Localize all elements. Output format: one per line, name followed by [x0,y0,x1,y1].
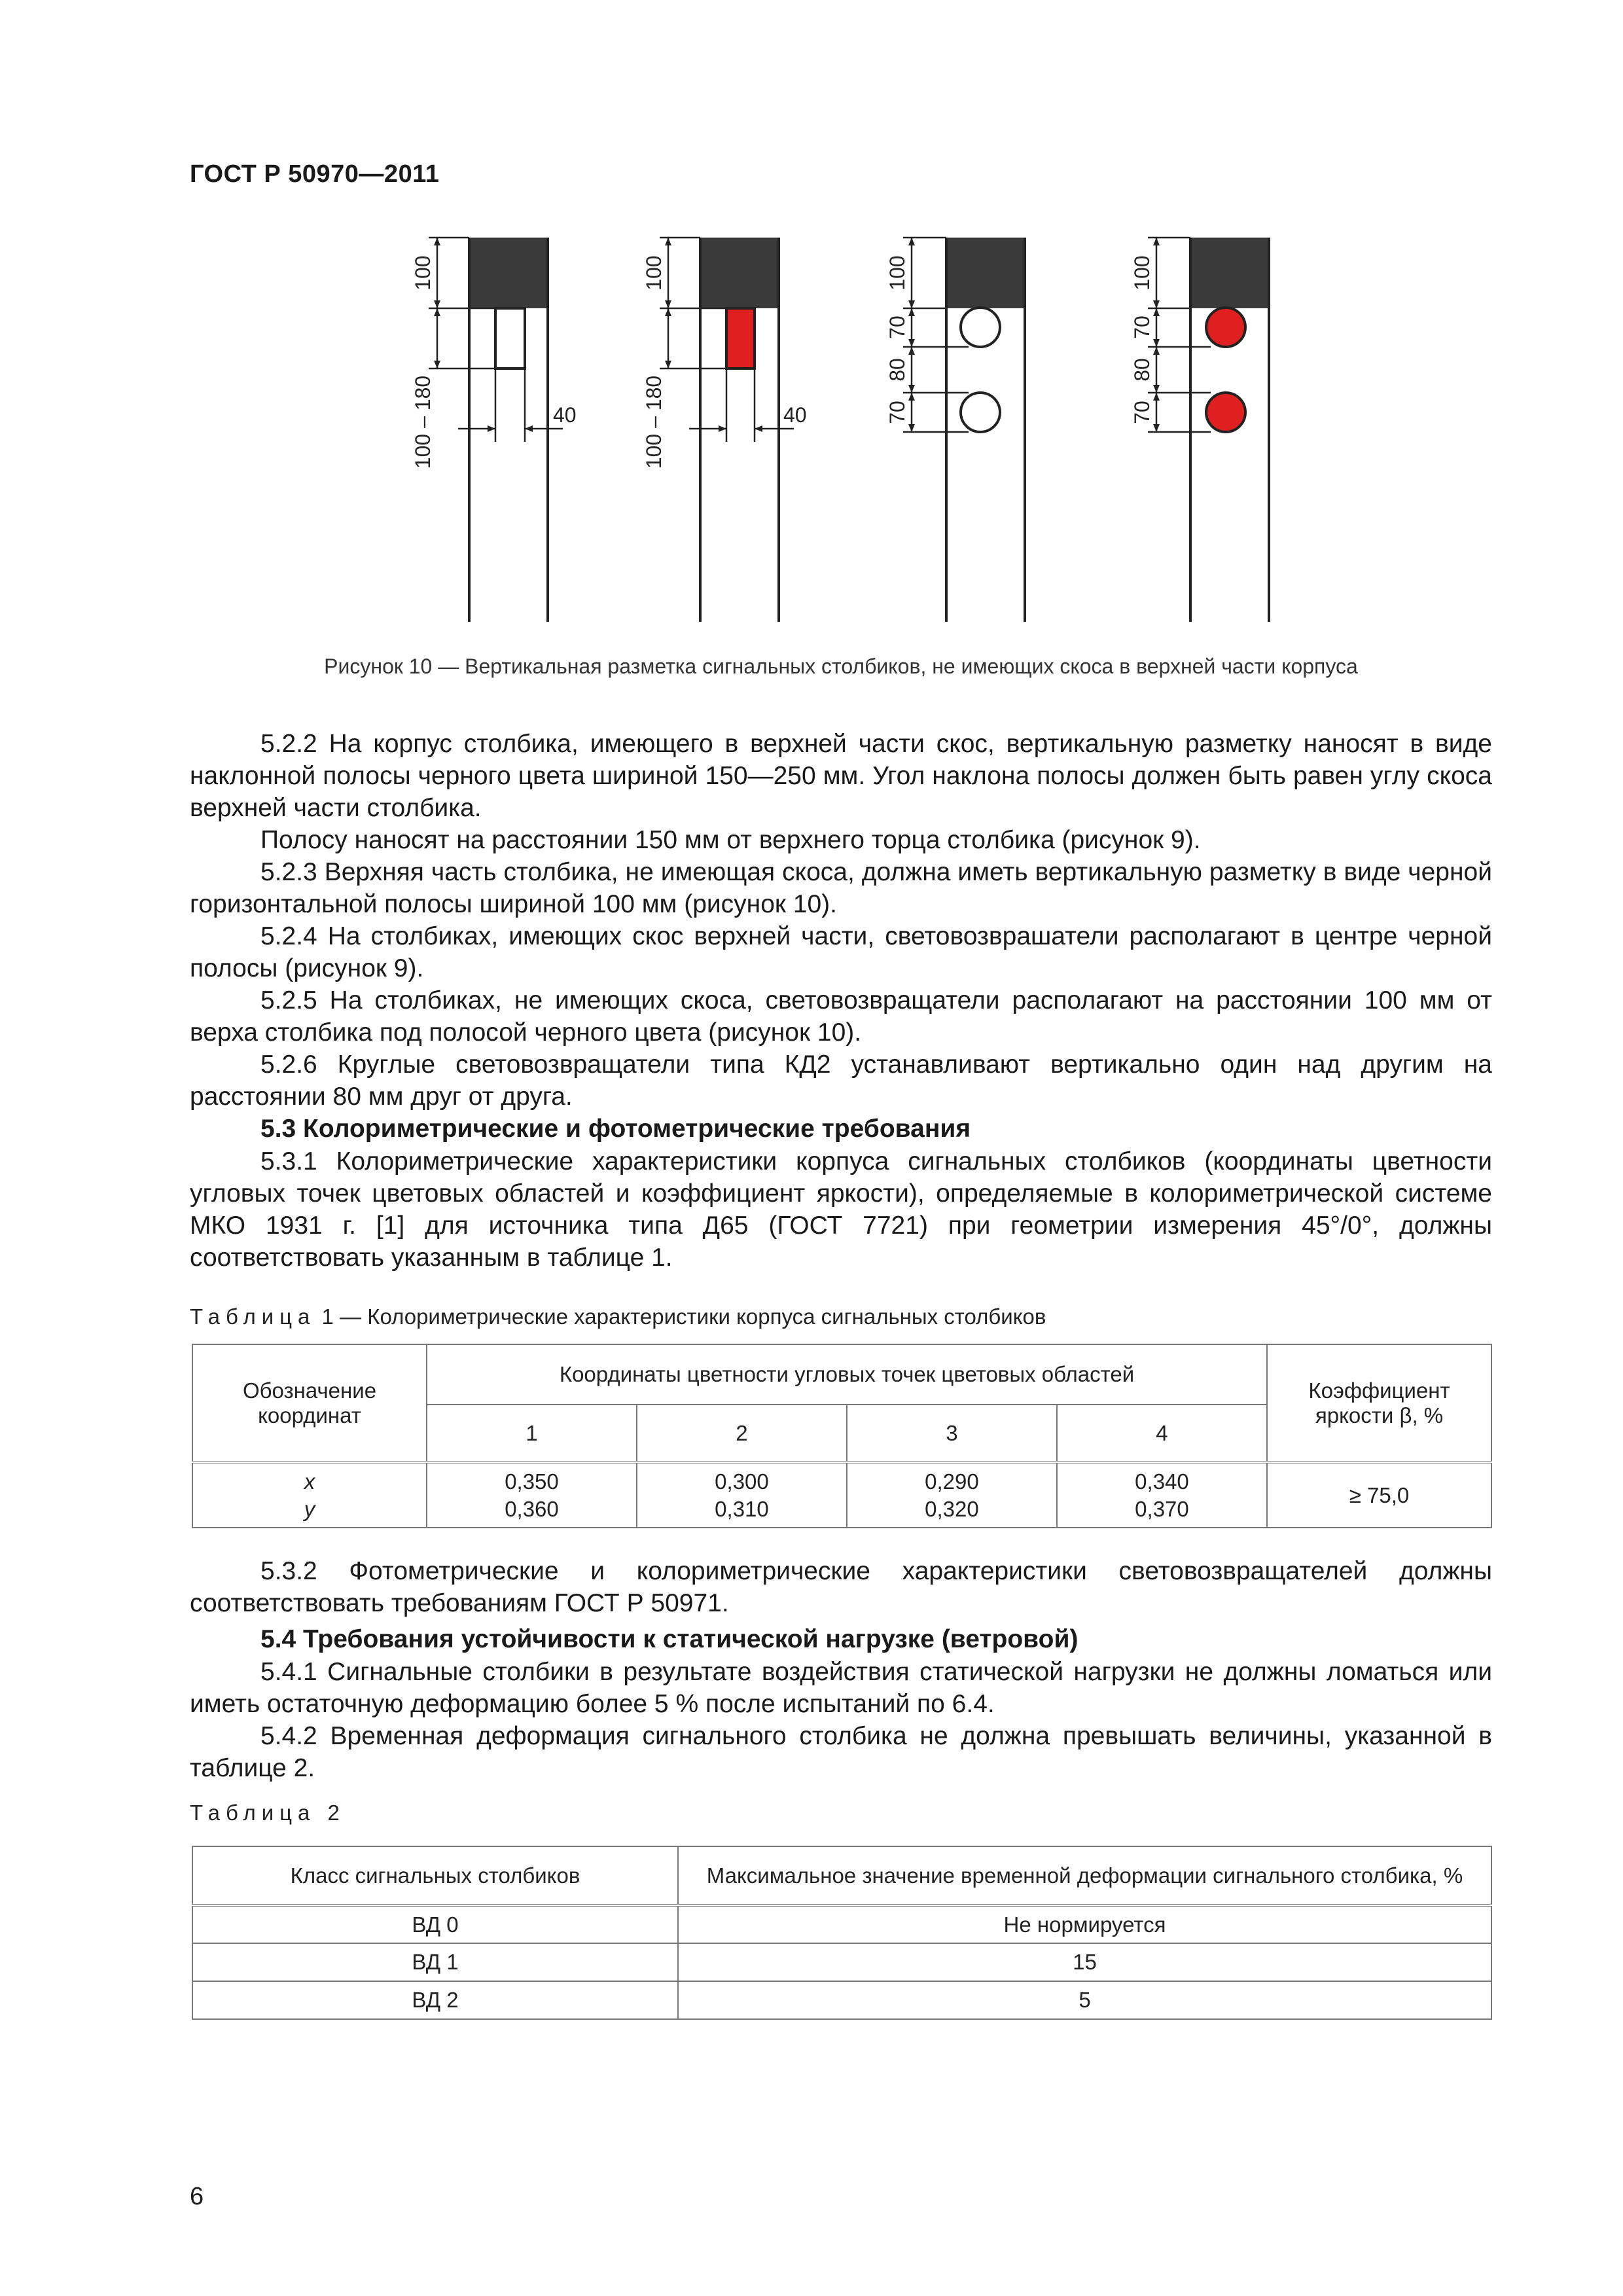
table-1-cell-2: 0,300 0,310 [637,1462,847,1528]
table-1-label: Таблица [190,1304,316,1329]
paragraph-5-2-6: 5.2.6 Круглые световозвращатели типа КД2 устанавливают вертикально один над другим на расстоянии 80 мм друг от друга. [190,1050,1492,1111]
table-1-cell-4: 0,340 0,370 [1057,1462,1267,1528]
post-3-white-reflector-top [961,308,1000,347]
post-1-dim-100: 100 [411,255,435,291]
table-1-header-brightness: Коэффициент яркости β, % [1267,1344,1491,1462]
section-5-3-5-4-text [190,1555,1492,1784]
table-2 [192,1846,1492,2020]
table-1-row-labels: x y [192,1462,427,1528]
table-1-title: 1 — Колориметрические характеристики корпуса сигнальных столбиков [315,1304,1046,1329]
post-4-black-band [1190,238,1269,308]
table-1-point-4: 4 [1057,1405,1267,1462]
table-row [192,1943,1491,1981]
table-1-point-3: 3 [847,1405,1057,1462]
post-1-white-stripe [495,308,525,368]
post-2-dim-100: 100 [642,255,666,291]
table-1-point-2: 2 [637,1405,847,1462]
table-1-point-1: 1 [427,1405,637,1462]
paragraph-5-2-4: 5.2.4 На столбиках, имеющих скос верхней части, световозврашатели располагают в центре черной полосы (рисунок 9). [190,922,1492,982]
table-2-class: ВД 1 [192,1943,678,1981]
paragraph-5-2-2-cont: Полосу наносят на расстоянии 150 мм от верхнего торца столбика (рисунок 9). [260,826,1201,854]
table-1-cell-1: 0,350 0,360 [427,1462,637,1528]
document-header: ГОСТ Р 50970—2011 [190,160,440,188]
table-1-caption [190,1304,1046,1329]
table-2-value: 5 [678,1981,1491,2019]
paragraph-5-4-1: 5.4.1 Сигнальные столбики в результате воздействия статической нагрузки не должны ломаться или иметь остаточную деформацию более 5 % после испытаний по 6.4. [190,1658,1492,1718]
heading-5-3: 5.3 Колориметрические и фотометрические требования [260,1115,971,1143]
paragraph-5-4-2: 5.4.2 Временная деформация сигнального столбика не должна превышать величины, указанной в таблице 2. [190,1722,1492,1782]
post-3-dim-100: 100 [885,255,909,291]
post-1-dim-range: 100 – 180 [411,375,435,469]
post-4-dim-70a: 70 [1130,315,1154,339]
post-3-dim-70b: 70 [885,401,909,424]
post-4-red-reflector-top [1206,308,1245,347]
post-4-dim-80: 80 [1130,358,1154,382]
post-4-red-reflector-bottom [1206,393,1245,432]
post-3-black-band [946,238,1025,308]
post-3-white-reflector-bottom [961,393,1000,432]
post-4-dim-100: 100 [1130,255,1154,291]
table-row [192,1981,1491,2019]
post-2-red-stripe [726,308,755,368]
table-2-class: ВД 2 [192,1981,678,2019]
table-2-header-max: Максимальное значение временной деформации сигнального столбика, % [678,1846,1491,1905]
figure-10-drawing [0,216,1623,648]
paragraph-5-3-1: 5.3.1 Колориметрические характеристики корпуса сигнальных столбиков (координаты цветности угловых точек цветовых областей и коэффициент яркости), определяемые в колориметрической системе МКО 1931 г. [1] для источника типа Д65 (ГОСТ 7721) при геометрии измерения 45°/0°, должны соответствовать указанным в таблице 1. [190,1147,1492,1272]
figure-caption: Рисунок 10 — Вертикальная разметка сигнальных столбиков, не имеющих скоса в верхней части корпуса [324,655,1358,678]
table-1-cell-3: 0,290 0,320 [847,1462,1057,1528]
table-2-value: Не нормируется [678,1905,1491,1943]
table-2-caption: Таблица 2 [190,1801,346,1825]
table-1-brightness-value: ≥ 75,0 [1267,1462,1491,1528]
post-4-dim-70b: 70 [1130,401,1154,424]
table-row [192,1905,1491,1943]
heading-5-4: 5.4 Требования устойчивости к статической нагрузке (ветровой) [260,1625,1079,1653]
post-3-dim-80: 80 [885,358,909,382]
paragraph-5-2-3: 5.2.3 Верхняя часть столбика, не имеющая скоса, должна иметь вертикальную разметку в виде черной горизонтальной полосы шириной 100 мм (рисунок 10). [190,858,1492,918]
table-1-header-coords: Координаты цветности угловых точек цветовых областей [427,1344,1267,1405]
paragraph-5-3-2: 5.3.2 Фотометрические и колориметрические характеристики световозвращателей должны соответствовать требованиям ГОСТ Р 50971. [190,1557,1492,1617]
paragraph-5-2-5: 5.2.5 На столбиках, не имеющих скоса, световозвращатели располагают на расстоянии 100 мм от верха столбика под полосой черного цвета (рисунок 10). [190,986,1492,1047]
table-1 [192,1344,1492,1528]
table-1-header-designation: Обозначение координат [192,1344,427,1462]
table-2-class: ВД 0 [192,1905,678,1943]
page-number: 6 [190,2183,204,2210]
post-2-black-band [700,238,779,308]
table-2-value: 15 [678,1943,1491,1981]
table-2-header-class: Класс сигнальных столбиков [192,1846,678,1905]
post-2-dim-40: 40 [783,403,807,427]
post-1-dim-40: 40 [553,403,577,427]
paragraph-5-2-2: 5.2.2 На корпус столбика, имеющего в верхней части скос, вертикальную разметку наносят в виде наклонной полосы черного цвета шириной 150—250 мм. Угол наклона полосы должен быть равен углу скоса верхней части столбика. [190,730,1492,822]
post-3-dim-70a: 70 [885,315,909,339]
section-5-2-text [190,728,1492,1274]
post-1-black-band [469,238,548,308]
post-2-dim-range: 100 – 180 [642,375,666,469]
